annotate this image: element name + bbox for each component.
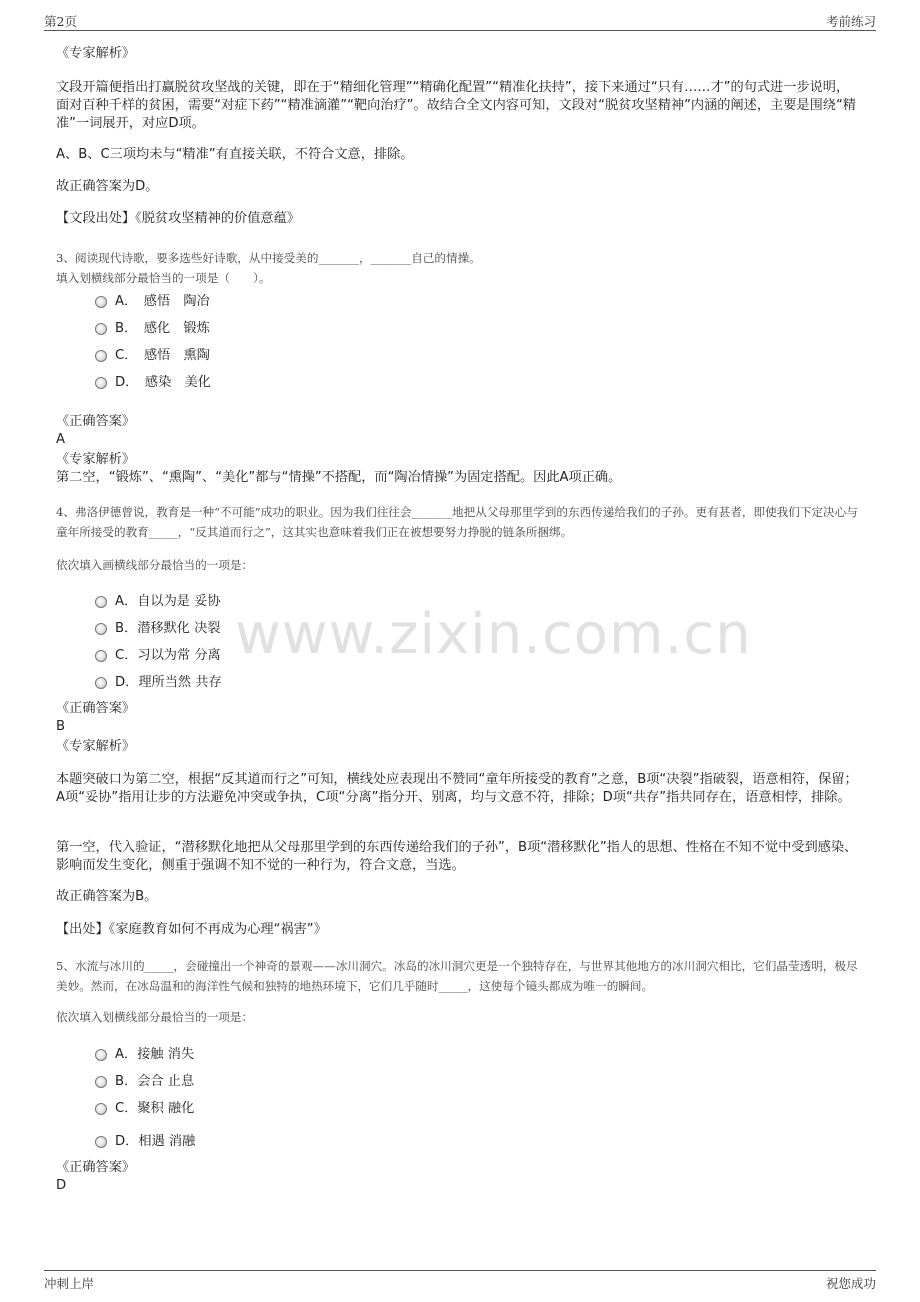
radio-icon[interactable] bbox=[95, 677, 107, 689]
analysis-heading: 《专家解析》 bbox=[56, 452, 136, 467]
footer-right-text: 祝您成功 bbox=[825, 1276, 876, 1291]
analysis-paragraph: 第一空，代入验证，“潜移默化地把从父母那里学到的东西传递给我们的子孙”，B项“潜移默化”指人的思想、性格在不知不觉中受到感染、影响而发生变化，侧重于强调不知不觉的一种行为，符合文意，当选。 bbox=[56, 840, 858, 873]
option-label: D．相遇 消融 bbox=[115, 1134, 196, 1149]
option-label: B．潜移默化 决裂 bbox=[115, 621, 221, 636]
option-label: D． 感染 美化 bbox=[115, 375, 211, 390]
analysis-paragraph: A、B、C三项均未与“精准”有直接关联，不符合文意，排除。 bbox=[56, 147, 414, 162]
option-label: C．习以为常 分离 bbox=[115, 648, 221, 663]
answer-value: B bbox=[56, 719, 66, 734]
option-c[interactable] bbox=[95, 344, 210, 363]
option-b[interactable] bbox=[95, 617, 221, 636]
analysis-heading: 《专家解析》 bbox=[56, 46, 136, 61]
option-label: B． 感化 锻炼 bbox=[115, 321, 210, 336]
analysis-conclusion: 故正确答案为B。 bbox=[56, 889, 158, 904]
radio-icon[interactable] bbox=[95, 650, 107, 662]
option-label: C． 感悟 熏陶 bbox=[115, 348, 210, 363]
option-b[interactable] bbox=[95, 1070, 194, 1089]
question-stem: 3、阅读现代诗歌，要多选些好诗歌，从中接受美的_______，_______自己的情操。 bbox=[56, 251, 481, 265]
option-d[interactable] bbox=[95, 371, 211, 390]
source-note: 【文段出处】《脱贫攻坚精神的价值意蕴》 bbox=[56, 211, 300, 226]
analysis-paragraph: 文段开篇便指出打赢脱贫攻坚战的关键，即在于“精细化管理”“精确化配置”“精准化扶持”，接下来通过“只有……才”的句式进一步说明，面对百种千样的贫困，需要“对症下药”“精准滴灌”“靶向治疗”。故结合全文内容可知，文段对“脱贫攻坚精神”内涵的阐述，主要是围绕“精准”一词展开，对应D项。 bbox=[56, 80, 856, 131]
radio-icon[interactable] bbox=[95, 323, 107, 335]
radio-icon[interactable] bbox=[95, 296, 107, 308]
radio-icon[interactable] bbox=[95, 596, 107, 608]
option-a[interactable] bbox=[95, 1043, 194, 1062]
option-a[interactable] bbox=[95, 590, 221, 609]
radio-icon[interactable] bbox=[95, 377, 107, 389]
question-stem: 5、水流与冰川的_____，会碰撞出一个神奇的景观——冰川洞穴。冰岛的冰川洞穴更是一个独特存在，与世界其他地方的冰川洞穴相比，它们晶莹透明，极尽美妙。然而，在冰岛温和的海洋性气候和独特的地热环境下，它们几乎随时_____，这使每个镜头都成为唯一的瞬间。 bbox=[56, 959, 858, 993]
page-number: 第2页 bbox=[44, 14, 77, 29]
answer-heading: 《正确答案》 bbox=[56, 414, 136, 429]
header-title: 考前练习 bbox=[825, 14, 876, 29]
radio-icon[interactable] bbox=[95, 350, 107, 362]
analysis-paragraph: 第二空，“锻炼”、“熏陶”、“美化”都与“情操”不搭配，而“陶冶情操”为固定搭配。因此A项正确。 bbox=[56, 470, 622, 485]
analysis-conclusion: 故正确答案为D。 bbox=[56, 179, 159, 194]
analysis-paragraph: 本题突破口为第二空，根据“反其道而行之”可知，横线处应表现出不赞同“童年所接受的教育”之意，B项“决裂”指破裂，语意相符，保留；A项“妥协”指用让步的方法避免冲突或争执，C项“分离”指分开、别离，均与文意不符，排除；D项“共存”指共同存在，语意相悖，排除。 bbox=[56, 772, 858, 805]
option-label: C．聚积 融化 bbox=[115, 1101, 195, 1116]
question-instruction: 依次填入划横线部分最恰当的一项是： bbox=[56, 1010, 254, 1024]
radio-icon[interactable] bbox=[95, 623, 107, 635]
answer-heading: 《正确答案》 bbox=[56, 701, 136, 716]
footer-rule bbox=[44, 1270, 876, 1271]
option-b[interactable] bbox=[95, 317, 210, 336]
question-instruction: 填入划横线部分最恰当的一项是（ ）。 bbox=[56, 271, 271, 285]
option-c[interactable] bbox=[95, 1097, 194, 1116]
page-footer bbox=[44, 1274, 876, 1292]
analysis-heading: 《专家解析》 bbox=[56, 739, 136, 754]
radio-icon[interactable] bbox=[95, 1076, 107, 1088]
answer-heading: 《正确答案》 bbox=[56, 1160, 136, 1175]
option-label: D．理所当然 共存 bbox=[115, 675, 222, 690]
option-d[interactable] bbox=[95, 1130, 195, 1149]
option-d[interactable] bbox=[95, 671, 222, 690]
option-label: A． 感悟 陶冶 bbox=[115, 294, 210, 309]
question-stem: 4、弗洛伊德曾说，教育是一种“不可能”成功的职业。因为我们往往会_______地把从父母那里学到的东西传递给我们的子孙。更有甚者，即使我们下定决心与童年所接受的教育_____，“反其道而行之”，这其实也意味着我们正在被想要努力挣脱的链条所捆绑。 bbox=[56, 505, 858, 539]
source-note: 【出处】《家庭教育如何不再成为心理“祸害”》 bbox=[56, 922, 327, 937]
radio-icon[interactable] bbox=[95, 1049, 107, 1061]
radio-icon[interactable] bbox=[95, 1103, 107, 1115]
option-a[interactable] bbox=[95, 290, 210, 309]
footer-left-text: 冲刺上岸 bbox=[44, 1276, 95, 1291]
watermark: www.zixin.com.cn bbox=[235, 602, 752, 667]
option-label: A．自以为是 妥协 bbox=[115, 594, 221, 609]
option-c[interactable] bbox=[95, 644, 221, 663]
option-label: B．会合 止息 bbox=[115, 1074, 195, 1089]
option-label: A．接触 消失 bbox=[115, 1047, 195, 1062]
question-instruction: 依次填入画横线部分最恰当的一项是： bbox=[56, 558, 254, 572]
answer-value: A bbox=[56, 432, 66, 447]
radio-icon[interactable] bbox=[95, 1136, 107, 1148]
answer-value: D bbox=[56, 1178, 67, 1193]
